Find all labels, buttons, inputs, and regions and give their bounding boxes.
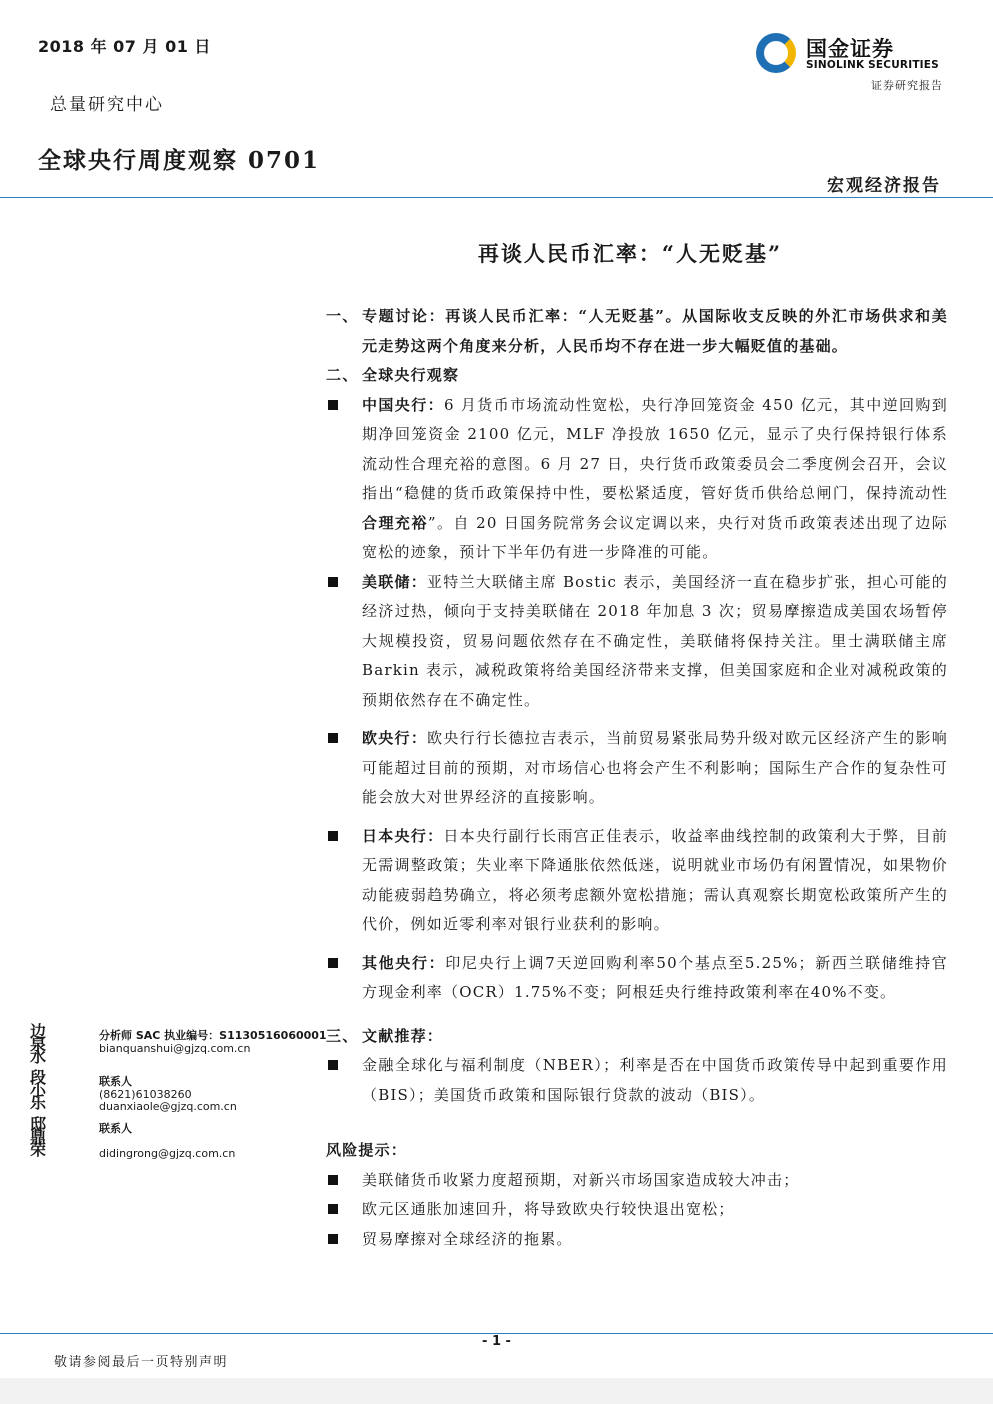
bullet-ecb	[326, 724, 948, 813]
section-1-summary: 专题讨论：再谈人民币汇率：“人无贬基”。从国际收支反映的外汇市场供求和美元走势这两个角度来分析，人民币均不存在进一步大幅贬值的基础。	[362, 307, 948, 355]
risk-item	[326, 1195, 948, 1225]
analyst-name: 边泉水	[30, 1022, 49, 1066]
bullet-square-icon	[328, 400, 338, 410]
bullet-square-icon	[328, 831, 338, 841]
bullet-heading: 其他央行：	[362, 953, 446, 972]
bullet-emphasis: 合理充裕	[362, 513, 428, 532]
analyst-info	[99, 1030, 327, 1055]
risk-text: 贸易摩擦对全球经济的拖累。	[362, 1229, 573, 1248]
bullet-other-banks	[326, 949, 948, 1008]
bullet-heading: 中国央行：	[362, 395, 444, 414]
report-subject: 再谈人民币汇率：“人无贬基”	[477, 241, 783, 266]
main-content	[326, 302, 948, 1254]
bullet-boj	[326, 822, 948, 940]
bullet-heading: 美联储：	[362, 572, 427, 591]
analyst-role: 联系人	[99, 1122, 132, 1135]
section-1	[326, 302, 948, 361]
analyst-email[interactable]: duanxiaole@gjzq.com.cn	[99, 1100, 237, 1113]
bullet-square-icon	[328, 1204, 338, 1214]
bullet-text: 6 月货币市场流动性宽松，央行净回笼资金 450 亿元，其中逆回购到期净回笼资金 2100 亿元，MLF 净投放 1650 亿元，显示了央行保持银行体系流动性合理充裕的意图。6 月 27 日，央行货币政策委员会二季度例会召开，会议指出“稳健的货币政策保持中性，要松紧适度，管好货币供给总闸门，保持流动性	[362, 395, 948, 502]
company-logo	[756, 33, 946, 75]
bullet-pboc	[326, 391, 948, 568]
section-number: 三、	[326, 1026, 359, 1045]
analyst-info	[99, 1123, 235, 1161]
department-name: 总量研究中心	[50, 95, 164, 115]
bullet-square-icon	[328, 1060, 338, 1070]
bullet-fed	[326, 568, 948, 716]
section-number: 二、	[326, 366, 359, 384]
risk-item	[326, 1166, 948, 1196]
analyst-info	[99, 1076, 237, 1114]
analyst-email[interactable]: bianquanshui@gjzq.com.cn	[99, 1041, 251, 1055]
section-2-title: 全球央行观察	[362, 366, 460, 384]
bullet-text: 日本央行副行长雨宫正佳表示，收益率曲线控制的政策利大于弊，目前无需调整政策；失业率下降通胀依然低迷，说明就业市场仍有闲置情况，如果物价动能疲弱趋势确立，将必须考虑额外宽松措施；需认真观察长期宽松政策所产生的代价，例如近零利率对银行业获利的影响。	[362, 826, 948, 933]
bullet-square-icon	[328, 1234, 338, 1244]
report-title: 全球央行周度观察 0701	[38, 147, 321, 174]
bullet-text: 金融全球化与福利制度（NBER）；利率是否在中国货币政策传导中起到重要作用（BIS）；美国货币政策和国际银行贷款的波动（BIS）。	[362, 1056, 948, 1104]
bullet-heading: 欧央行：	[362, 729, 428, 747]
analyst-role: 联系人	[99, 1075, 132, 1088]
bullet-text: 印尼央行上调7天逆回购利率50个基点至5.25%；新西兰联储维持官方现金利率（OCR）1.75%不变；阿根廷央行维持政策利率在40%不变。	[362, 953, 948, 1001]
bullet-square-icon	[328, 733, 338, 743]
bullet-heading: 日本央行：	[362, 826, 444, 845]
logo-english-name: SINOLINK SECURITIES	[806, 59, 939, 71]
bullet-text-tail: ”。自 20 日国务院常务会议定调以来，央行对货币政策表述出现了边际宽松的迹象，预计下半年仍有进一步降准的可能。	[362, 513, 948, 561]
logo-circle-icon	[756, 33, 796, 73]
report-date: 2018 年 07 月 01 日	[38, 37, 211, 56]
section-3-title: 文献推荐：	[362, 1026, 444, 1045]
header-divider	[0, 197, 993, 198]
bullet-square-icon	[328, 577, 338, 587]
bullet-literature	[326, 1051, 948, 1110]
section-2-heading	[326, 361, 948, 391]
analyst-name: 邸鼎荣	[30, 1115, 49, 1159]
analyst-phone: (8621)61038260	[99, 1087, 192, 1101]
report-type-label: 证券研究报告	[871, 79, 943, 92]
page-number: - 1 -	[482, 1334, 511, 1349]
analyst-email[interactable]: didingrong@gjzq.com.cn	[99, 1147, 236, 1160]
risk-heading	[326, 1136, 948, 1166]
logo-chinese-name: 国金证券	[806, 37, 894, 61]
section-number: 一、	[326, 307, 359, 325]
analyst-role: 分析师 SAC 执业编号：S1130516060001	[99, 1029, 327, 1042]
report-category: 宏观经济报告	[827, 176, 941, 196]
section-3-heading	[326, 1022, 948, 1052]
bullet-text: 亚特兰大联储主席 Bostic 表示，美国经济一直在稳步扩张，担心可能的经济过热，倾向于支持美联储在 2018 年加息 3 次；贸易摩擦造成美国农场暂停大规模投资，贸易问题依然存在不确定性，美联储将保持关注。里士满联储主席 Barkin 表示，减税政策将给美国经济带来支撑，但美国家庭和企业对减税政策的预期依然存在不确定性。	[362, 572, 948, 709]
footer-band	[0, 1378, 993, 1404]
risk-item	[326, 1225, 948, 1255]
risk-text: 欧元区通胀加速回升，将导致欧央行较快退出宽松；	[362, 1200, 735, 1218]
bullet-text: 欧央行行长德拉吉表示，当前贸易紧张局势升级对欧元区经济产生的影响可能超过目前的预期，对市场信心也将会产生不利影响；国际生产合作的复杂性可能会放大对世界经济的直接影响。	[362, 729, 948, 806]
bullet-square-icon	[328, 1175, 338, 1185]
risk-title: 风险提示：	[326, 1141, 408, 1159]
bullet-square-icon	[328, 958, 338, 968]
analyst-name: 段小乐	[30, 1068, 49, 1112]
risk-text: 美联储货币收紧力度超预期，对新兴市场国家造成较大冲击；	[362, 1170, 800, 1189]
disclaimer-note: 敬请参阅最后一页特别声明	[54, 1355, 229, 1370]
